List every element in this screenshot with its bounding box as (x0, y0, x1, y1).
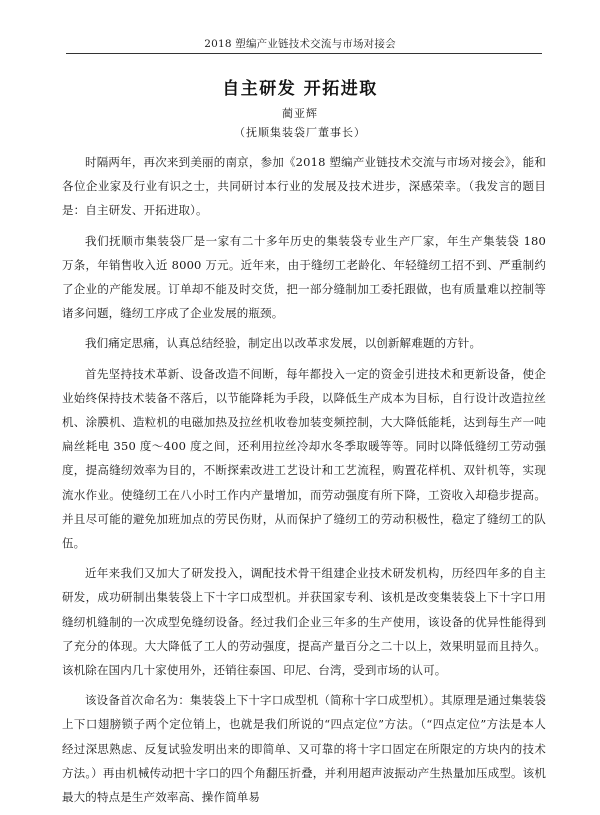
paragraph-company-background: 我们抚顺市集装袋厂是一家有二十多年历史的集装袋专业生产厂家，年生产集装袋 180 万条，年销售收入近 8000 万元。近年来，由于缝纫工老龄化、年轻缝纫工招不到、严重制约了企业的产能发展。订单却不能及时交货，把一部分缝制加工委托跟做，也有质量难以控制等诸多问题，缝纫工序成了企业发展的瓶颈。 (62, 233, 546, 321)
article-author: 蔺亚辉 (282, 107, 318, 120)
paragraph-technical-innovation: 首先坚持技术革新、设备改造不间断，每年都投入一定的资金引进技术和更新设备，使企业始终保持技术装备不落后，以节能降耗为手段，以降低生产成本为目标，自行设计改造拉丝机、涂膜机、造粒机的电磁加热及拉丝机收卷加装变频控制，大大降低能耗，达到每生产一吨扁丝耗电 350 度～400 度之间，还利用拉丝冷却水冬季取暖等等。同时以降低缝纫工劳动强度，提高缝纫效率为目的，不断探索改进工艺设计和工艺流程，购置花样机、双针机等，实现流水作业。使缝纫工在八小时工作内产量增加，而劳动强度有所下降，工资收入却稳步提高。并且尽可能的避免加班加点的劳民伤财，从而保护了缝纫工的劳动积极性，稳定了缝纫工的队伍。 (62, 366, 546, 551)
article-body (62, 150, 546, 815)
paragraph-intro: 时隔两年，再次来到美丽的南京，参加《2018 塑编产业链技术交流与市场对接会》，能和各位企业家及行业有识之士，共同研讨本行业的发展及技术进步，深感荣幸。（我发言的题目是：自主研发、开拓进取）。 (62, 155, 546, 218)
paragraph-equipment-description: 该设备首次命名为：集装袋上下十字口成型机（简称十字口成型机）。其原理是通过集装袋上下口翅膀锁子两个定位销上，也就是我们所说的“四点定位”方法。（“四点定位”方法是本人经过深思熟虑、反复试验发明出来的即简单、又可靠的将十字口固定在所限定的方块内的技术方法。）再由机械传动把十字口的四个角翻压折叠，并利用超声波振动产生热量加压成型。该机最大的特点是生产效率高、操作简单易 (62, 693, 546, 805)
header-rule (66, 53, 542, 54)
running-header: 2018 塑编产业链技术交流与市场对接会 (204, 38, 396, 50)
article-affiliation: （抚顺集装袋厂董事长） (234, 126, 366, 139)
article-title: 自主研发 开拓进取 (222, 79, 378, 99)
paragraph-research-development: 近年来我们又加大了研发投入，调配技术骨干组建企业技术研发机构，历经四年多的自主研发，成功研制出集装袋上下十字口成型机。并获国家专利、该机是改变集装袋上下十字口用缝纫机缝制的一次成型免缝纫设备。经过我们企业三年多的生产使用，该设备的优异性能得到了充分的体现。大大降低了工人的劳动强度，提高产量百分之二十以上，效果明显而且持久。该机除在国内几十家使用外，还销往泰国、印尼、台湾，受到市场的认可。 (62, 566, 546, 678)
paragraph-policy: 我们痛定思痛，认真总结经验，制定出以改革求发展，以创新解难题的方针。 (85, 336, 482, 351)
